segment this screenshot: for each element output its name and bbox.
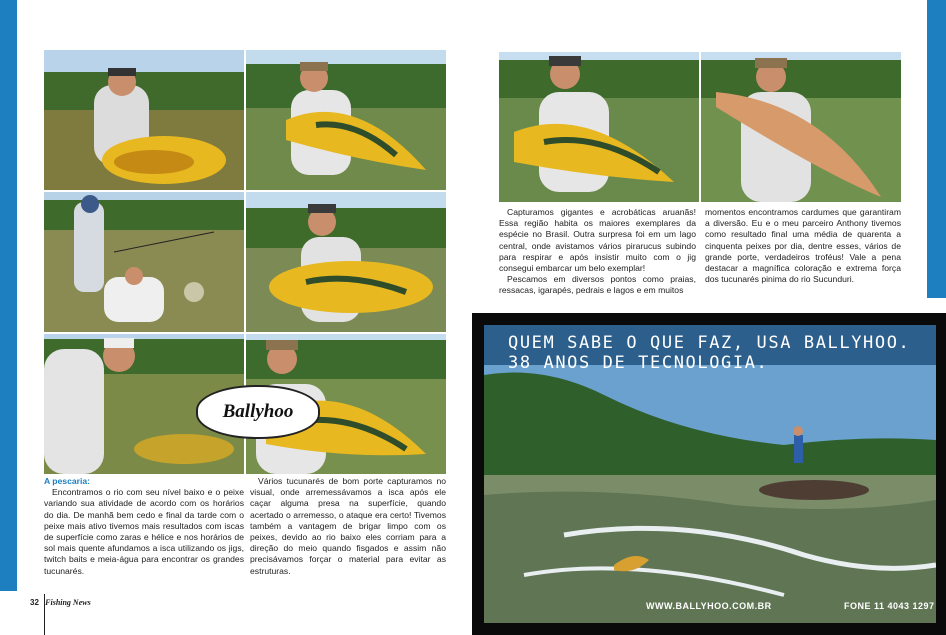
right-column-paragraph-3: momentos encontramos cardumes que garantiram a diversão. Eu e o meu parceiro Anthony tivemos como resultado final uma média de quarenta a cinquenta peixes por dia, dentre esses, vários de grande porte, verdadeiros troféus! Vale a pena destacar a magnífica coloração e extrema força dos tucunarés pinima do rio Sucunduri. [705,207,901,285]
ad-headline-1: QUEM SABE O QUE FAZ, USA BALLYHOO. [508,333,911,353]
ad-phone: FONE 11 4043 1297 [844,601,935,611]
magazine-name: Fishing News [45,598,91,607]
photo-fight-from-boat [44,192,244,332]
left-column-text [44,476,244,577]
right-column-paragraph-2: Pescamos em diversos pontos como praias, ressacas, igarapés, pedrais e lagos e em muitos [499,274,696,296]
page-number: 32 [30,598,39,607]
photo-angler-peacock-bass-1 [44,50,244,190]
middle-column-text [250,476,446,577]
photo-angler-peacock-bass-2 [246,50,446,190]
left-accent-bar [0,0,17,591]
right-column-text-2 [705,207,901,285]
ballyhoo-logo: Ballyhoo [196,385,320,439]
ballyhoo-ad[interactable] [472,313,946,635]
middle-column-paragraph: Vários tucunarés de bom porte capturamos no visual, onde arremessávamos a isca após ele caçar alguma presa na superfície, quando acertado o arremesso, o ataque era certo! Tivemos também a vantagem de brigar limpo com os peixes, devido ao rio baixo eles corriam para a direção do meio quando fisgados e assim não precisávamos forçar o material para evitar as estruturas. [250,476,446,576]
photo-angler-arowana [701,52,901,202]
section-subhead: A pescaria: [44,476,91,486]
right-accent-bar [927,0,946,298]
photo-angler-peacock-bass-5 [499,52,699,202]
left-column-paragraph: Encontramos o rio com seu nível baixo e o peixe variando sua atividade de acordo com os horários do dia. De manhã bem cedo e final da tarde com o peixe mais ativo tivemos mais resultados com iscas de superfície como zaras e hélice e nos horários de sol mais quente afundamos a isca utilizando os jigs, twitch baits e meia-água para encontrar os grandes tucunarés. [44,487,244,576]
ad-url-link[interactable]: WWW.BALLYHOO.COM.BR [646,601,772,611]
right-column-paragraph-1: Capturamos gigantes e acrobáticas aruanãs! Essa região habita os maiores exemplares da espécie no Brasil. Outra surpresa foi em um lago central, onde avistamos vários pirarucus subindo para respirar e após insistir muito com o jig consegui embarcar um belo exemplar! [499,207,696,274]
right-column-text-1 [499,207,696,297]
photo-angler-peacock-bass-3 [246,192,446,332]
ad-headline-2: 38 ANOS DE TECNOLOGIA. [508,353,769,373]
page-footer [30,598,91,607]
